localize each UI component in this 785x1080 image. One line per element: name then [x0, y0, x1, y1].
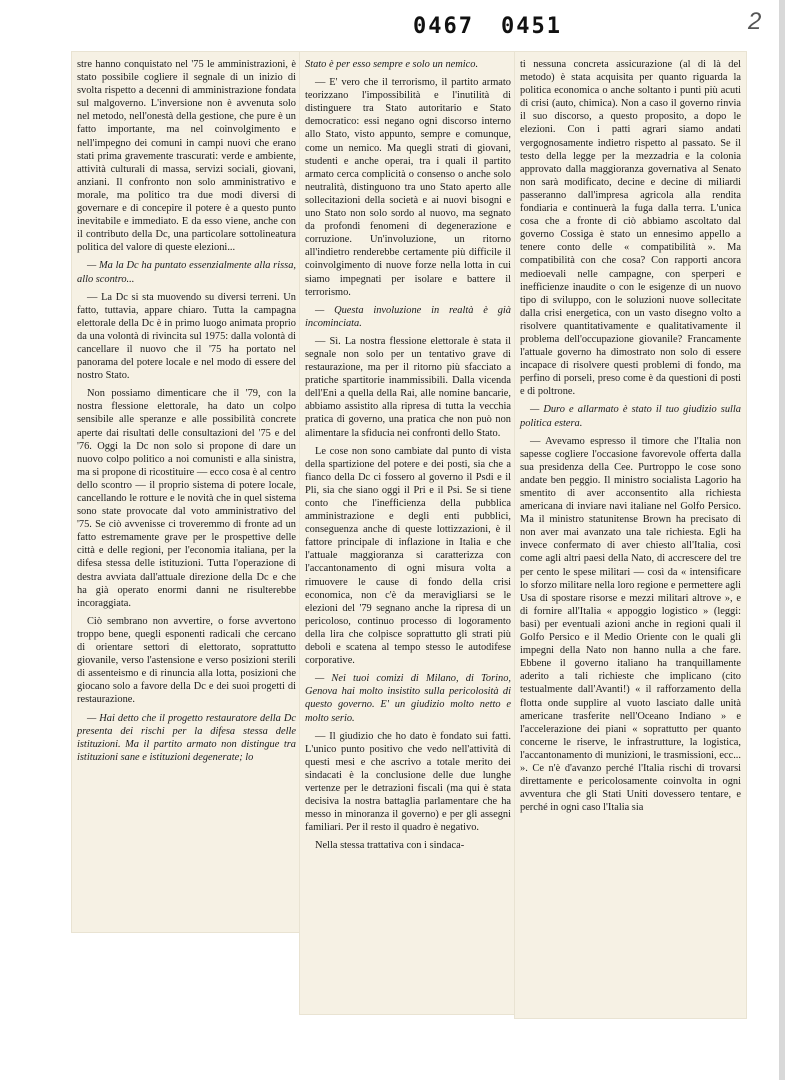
- interview-question: — Nei tuoi comizi di Milano, di Torino, Genova hai molto insistito sulla pericolosità di questo governo. E' un giudizio molto netto e molto serio.: [305, 673, 511, 724]
- paragraph: — La Dc si sta muovendo su diversi terreni. Un fatto, tuttavia, appare chiaro. Tutta la campagna elettorale della Dc è in primo luogo animata proprio da una volontà di rivincita sul 1975: dalla volontà di cancellare il nuovo che il '75 ha portato nel panorama del potere locale e nel modo di essere del nostro Stato.: [77, 291, 296, 382]
- interview-question: — Ma la Dc ha puntato essenzialmente alla rissa, allo scontro...: [77, 260, 296, 285]
- scan-edge: [779, 0, 785, 1080]
- paragraph: — Il giudizio che ho dato è fondato sui fatti. L'unico punto positivo che vedo nell'attività di questi mesi e che ascrivo a totale merito dei sindacati è la conclusione delle due lunghe vertenze per le detrazioni fiscali (ma qui è stata decisiva la nostra battaglia parlamentare che ha messo in minoranza il governo) e per gli assegni familiari. Per il resto il quadro è negativo.: [305, 730, 511, 834]
- paragraph: Non possiamo dimenticare che il '79, con la nostra flessione elettorale, ha dato un colpo sensibile alle speranze e alle possibilità concrete aperte dai risultati delle consultazioni del '75 e del '76. Oggi la Dc non solo si propone di dare un nuovo colpo politico a noi comunisti e alla sinistra, ma si propone di ricostituire — ecco cosa è al centro dello scontro — il proprio sistema di potere locale, cancellando le rotture e le novità che in quel sistema sono state provocate dal voto amministrativo del '75. Se ciò avvenisse ci troveremmo di fronte ad un fatto estremamente grave per le prospettive delle città e delle regioni, per l'economia italiana, per la difesa stessa delle istituzioni. Tutta l'operazione di destra avviata dall'attuale direzione della Dc e che ha già operato enormi danni ne risulterebbe incoraggiata.: [77, 388, 296, 609]
- paragraph: — Sì. La nostra flessione elettorale è stata il segnale non solo per un tentativo grave di restaurazione, ma per il ritorno più sfacciato a pratiche spartitorie inammissibili. Dalla vicenda dell'Eni a quella della Rai, alle nomine bancarie, abbiamo assistito alla ripresa di tutta la vecchia pratica di governo, una pratica che non può non alimentare la sfiducia nei confronti dello Stato.: [305, 335, 511, 439]
- archive-number-a: 0467: [413, 14, 474, 39]
- article-column-1: [77, 58, 296, 769]
- paragraph: Ciò sembrano non avvertire, o forse avvertono troppo bene, quegli esponenti radicali che cercano di orientare settori di elettorato, soprattutto giovanile, verso l'astensione e verso posizioni sterili di assenteismo e di rinuncia alla lotta, posizioni che giocano solo a favore della Dc e dei suoi progetti di restaurazione.: [77, 615, 296, 706]
- paragraph: — Avevamo espresso il timore che l'Italia non sapesse cogliere l'occasione favorevole offerta dalla sua presidenza della Cee. Purtroppo le cose sono andate ben peggio. Il ministro socialista Lagorio ha smentito di aver acconsentito alla richiesta americana di inviare navi italiane nel Golfo Persico. Ma il ministro statunitense Brown ha precisato di non aver mai avanzato una tale richiesta. Egli ha invece confermato di aver chiesto all'Italia, così come agli altri paesi della Nato, di accrescere del tre per cento le spese militari — così da « intensificare lo sforzo militare nella loro regione e permettere agli Usa di spostare risorse e mezzi militari altrove », e di fornire all'Italia « appoggio logistico » (leggi: basi) per eventuali azioni anche in regioni quali il Golfo Persico e il Medio Oriente con le quali gli impegni della Nato non hanno nulla a che fare. Ebbene il governo italiano ha tranquillamente aderito a tali richieste che implicano (cito testualmente dall'Avanti!) « il rafforzamento della flotta onde supplire al vuoto lasciato dalle unità americane trasferite nell'Oceano Indiano » e l'accelerazione dei piani « soprattutto per quanto concerne le riserve, le infrastrutture, la logistica, l'accantonamento di munizioni, le trasmissioni, ecc... ». Ce n'è d'avanzo perché l'Italia rischi di trovarsi direttamente e pericolosamente coinvolta in ogni avventura che gli Stati Uniti dovessero tentare, e perché in ogni caso l'Italia sia: [520, 435, 741, 814]
- article-column-2: [305, 58, 511, 857]
- paragraph: — E' vero che il terrorismo, il partito armato teorizzano l'impossibilità e l'inutilità di distinguere tra Stato autoritario e Stato democratico: essi negano ogni discorso interno allo Stato, visto appunto, sempre e comunque, come un nemico. Ma quegli strati di giovani, studenti e anche operai, tra i quali il partito armato cerca complicità o consenso o anche solo neutralità, distinguono tra uno Stato aperto alle sollecitazioni della società e ai nuovi bisogni e uno Stato non solo sordo al nuovo, ma segnato da profondi fenomeni di degenerazione e corruzione. Un'involuzione, un ritorno all'indietro renderebbe certamente più difficile il coinvolgimento di nuove forze nella lotta in cui siamo impegnati per isolare e battere il terrorismo.: [305, 77, 511, 298]
- paragraph: Nella stessa trattativa con i sindaca-: [315, 840, 465, 852]
- article-column-3: [520, 58, 741, 819]
- paragraph: Le cose non sono cambiate dal punto di vista della spartizione del potere e dei posti, sia che a fianco della Dc ci fossero al governo il Psdi e il Pli, sia che siano oggi il Pri e il Psi. Se si tiene conto che l'inefficienza della pubblica amministrazione e degli enti pubblici, conseguenza anche di queste lottizzazioni, è il fattore principale di inflazione in Italia e che l'attuale maggioranza si caratterizza con l'accantonamento di ogni misura volta a rimuovere le cause di fondo della crisi economica, non c'è da meravigliarsi se le elezioni del '79 segnano anche la ripresa di un pericoloso, continuo processo di logoramento della lira che colpisce soprattutto gli strati più deboli e scatena al tempo stesso le autodifese corporative.: [305, 445, 511, 667]
- interview-question: — Hai detto che il progetto restauratore della Dc presenta dei rischi per la difesa stessa delle istituzioni. Ma il partito armato non distingue tra istituzioni sane e istituzioni degenerate; lo: [77, 712, 296, 763]
- archive-number-b: 0451: [501, 14, 562, 39]
- interview-question: — Questa involuzione in realtà è già incominciata.: [305, 304, 511, 329]
- interview-question: — Duro e allarmato è stato il tuo giudizio sulla politica estera.: [520, 404, 741, 429]
- paragraph: ti nessuna concreta assicurazione (al di là del metodo) è stata acquisita per quanto riguarda la politica economica o anche soltanto i punti più acuti di crisi (auto, chimica). Non a caso il governo rinvia il suo discorso, a questo proposito, a dopo le elezioni. Con i patti agrari siamo andati vergognosamente indietro rispetto al passato. Se il testo della legge per la mezzadria e la colonia approvato dalla maggioranza governativa al Senato non sarà modificato, decine e decine di miliardi passeranno dall'impresa agricola alla rendita fondiaria e continuerà la fuga dalla terra. L'unica cosa che a fronte di ciò abbiamo ascoltato dal governo Cossiga è stato un ennesimo appello a tenere conto delle « compatibilità ». Ma compatibilità con che cosa? Con rapporti ancora medioevali nelle campagne, con sperperi e inefficienze inaudite o con le esigenze di un nuovo tipo di sviluppo, con le soluzioni nuove sollecitate dalla crisi energetica, con un vasto disegno volto a risolvere quantitativamente e qualitativamente il problema dell'occupazione giovanile? Francamente l'attuale governo ha dimostrato non solo di essere incapace di risolvere questi problemi di fondo, ma perfino di porseli, preso come è da questioni di posti e di poltrone.: [520, 59, 741, 398]
- paragraph: stre hanno conquistato nel '75 le amministrazioni, è stato possibile cogliere il segnale di un inizio di svolta rispetto a decenni di amministrazione fondata sul malgoverno. L'inversione non è avvenuta solo nel metodo, nell'onestà della gestione, che pure è un fatto importante, ma nel coinvolgimento e nell'impegno dei comuni in campi nuovi che erano stati prima gravemente trascurati: verde e ambiente, attività culturali di massa, servizi sociali, giovani, anziani. Il confronto non solo amministrativo e morale, ma politico tra due modi diversi di governare e di concepire il potere è a questo punto inevitabile e immediato. E da esso viene, anche con il contributo della Dc, una particolare sottolineatura politica del valore di queste elezioni...: [77, 59, 296, 254]
- handwritten-page-number: 2: [748, 8, 762, 35]
- interview-question: Stato è per esso sempre e solo un nemico.: [305, 59, 479, 70]
